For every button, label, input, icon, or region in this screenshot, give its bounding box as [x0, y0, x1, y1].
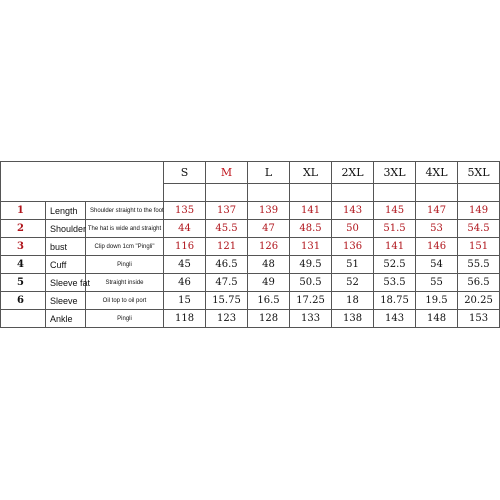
- size-value-cell: 55: [416, 274, 458, 292]
- size-value-cell: 47.5: [206, 274, 248, 292]
- size-value-cell: 47: [248, 220, 290, 238]
- measurement-part: Length: [46, 202, 86, 220]
- table-row: [1, 238, 500, 256]
- size-value-cell: 141: [374, 238, 416, 256]
- size-value-cell: 49: [248, 274, 290, 292]
- size-value-cell: 16.5: [248, 292, 290, 310]
- size-chart-table: [0, 161, 500, 328]
- table-row: [1, 220, 500, 238]
- size-header-2xl: 2XL: [332, 162, 374, 184]
- measurement-part: bust: [46, 238, 86, 256]
- size-value-cell: 153: [458, 310, 500, 328]
- size-header-s: S: [164, 162, 206, 184]
- size-value-cell: 17.25: [290, 292, 332, 310]
- row-number: 4: [1, 256, 46, 274]
- size-value-cell: 15.75: [206, 292, 248, 310]
- size-value-cell: 46.5: [206, 256, 248, 274]
- size-value-cell: 135: [164, 202, 206, 220]
- table-row: [1, 202, 500, 220]
- size-value-cell: 51.5: [374, 220, 416, 238]
- measurement-part: Ankle: [46, 310, 86, 328]
- size-value-cell: 139: [248, 202, 290, 220]
- size-value-cell: 151: [458, 238, 500, 256]
- size-subheader-blank: [332, 184, 374, 202]
- size-value-cell: 118: [164, 310, 206, 328]
- row-number: 2: [1, 220, 46, 238]
- size-value-cell: 45.5: [206, 220, 248, 238]
- row-number: 5: [1, 274, 46, 292]
- size-value-cell: 123: [206, 310, 248, 328]
- size-value-cell: 53: [416, 220, 458, 238]
- size-value-cell: 55.5: [458, 256, 500, 274]
- size-value-cell: 138: [332, 310, 374, 328]
- size-value-cell: 143: [332, 202, 374, 220]
- size-value-cell: 131: [290, 238, 332, 256]
- size-value-cell: 50.5: [290, 274, 332, 292]
- size-subheader-blank: [374, 184, 416, 202]
- size-value-cell: 116: [164, 238, 206, 256]
- table-row: [1, 274, 500, 292]
- size-value-cell: 52.5: [374, 256, 416, 274]
- size-value-cell: 50: [332, 220, 374, 238]
- measurement-method: Pingli: [86, 310, 164, 328]
- size-value-cell: 48.5: [290, 220, 332, 238]
- measurement-method: Straight inside: [86, 274, 164, 292]
- size-value-cell: 18: [332, 292, 374, 310]
- measurement-method: Clip down 1cm "Pingli": [86, 238, 164, 256]
- size-subheader-blank: [290, 184, 332, 202]
- size-value-cell: 141: [290, 202, 332, 220]
- size-value-cell: 148: [416, 310, 458, 328]
- size-value-cell: 53.5: [374, 274, 416, 292]
- size-value-cell: 52: [332, 274, 374, 292]
- row-number: [1, 310, 46, 328]
- size-value-cell: 133: [290, 310, 332, 328]
- table-row: [1, 256, 500, 274]
- size-header-l: L: [248, 162, 290, 184]
- size-header-5xl: 5XL: [458, 162, 500, 184]
- measurement-part: Shoulder: [46, 220, 86, 238]
- size-value-cell: 147: [416, 202, 458, 220]
- corner-cell: [1, 162, 164, 202]
- size-value-cell: 15: [164, 292, 206, 310]
- size-value-cell: 121: [206, 238, 248, 256]
- size-value-cell: 145: [374, 202, 416, 220]
- size-subheader-blank: [206, 184, 248, 202]
- size-subheader-blank: [164, 184, 206, 202]
- size-value-cell: 126: [248, 238, 290, 256]
- measurement-part: Sleeve: [46, 292, 86, 310]
- size-value-cell: 45: [164, 256, 206, 274]
- measurement-method: Shoulder straight to the foot: [86, 202, 164, 220]
- size-value-cell: 54.5: [458, 220, 500, 238]
- size-header-3xl: 3XL: [374, 162, 416, 184]
- size-value-cell: 18.75: [374, 292, 416, 310]
- size-value-cell: 54: [416, 256, 458, 274]
- size-value-cell: 46: [164, 274, 206, 292]
- size-value-cell: 56.5: [458, 274, 500, 292]
- size-value-cell: 128: [248, 310, 290, 328]
- size-value-cell: 146: [416, 238, 458, 256]
- size-value-cell: 51: [332, 256, 374, 274]
- row-number: 3: [1, 238, 46, 256]
- measurement-method: Oil top to oil port: [86, 292, 164, 310]
- size-value-cell: 49.5: [290, 256, 332, 274]
- measurement-part: Cuff: [46, 256, 86, 274]
- size-subheader-blank: [416, 184, 458, 202]
- table-row: [1, 292, 500, 310]
- size-subheader-blank: [458, 184, 500, 202]
- size-value-cell: 143: [374, 310, 416, 328]
- size-value-cell: 136: [332, 238, 374, 256]
- size-header-m: M: [206, 162, 248, 184]
- size-value-cell: 137: [206, 202, 248, 220]
- size-header-row: [1, 162, 500, 184]
- size-value-cell: 44: [164, 220, 206, 238]
- row-number: 6: [1, 292, 46, 310]
- measurement-method: The hat is wide and straight: [86, 220, 164, 238]
- size-value-cell: 48: [248, 256, 290, 274]
- size-chart-body: [1, 162, 500, 328]
- size-header-xl: XL: [290, 162, 332, 184]
- size-subheader-blank: [248, 184, 290, 202]
- size-value-cell: 19.5: [416, 292, 458, 310]
- measurement-method: Pingli: [86, 256, 164, 274]
- measurement-part: Sleeve fat: [46, 274, 86, 292]
- table-row: [1, 310, 500, 328]
- size-header-4xl: 4XL: [416, 162, 458, 184]
- size-value-cell: 20.25: [458, 292, 500, 310]
- row-number: 1: [1, 202, 46, 220]
- size-value-cell: 149: [458, 202, 500, 220]
